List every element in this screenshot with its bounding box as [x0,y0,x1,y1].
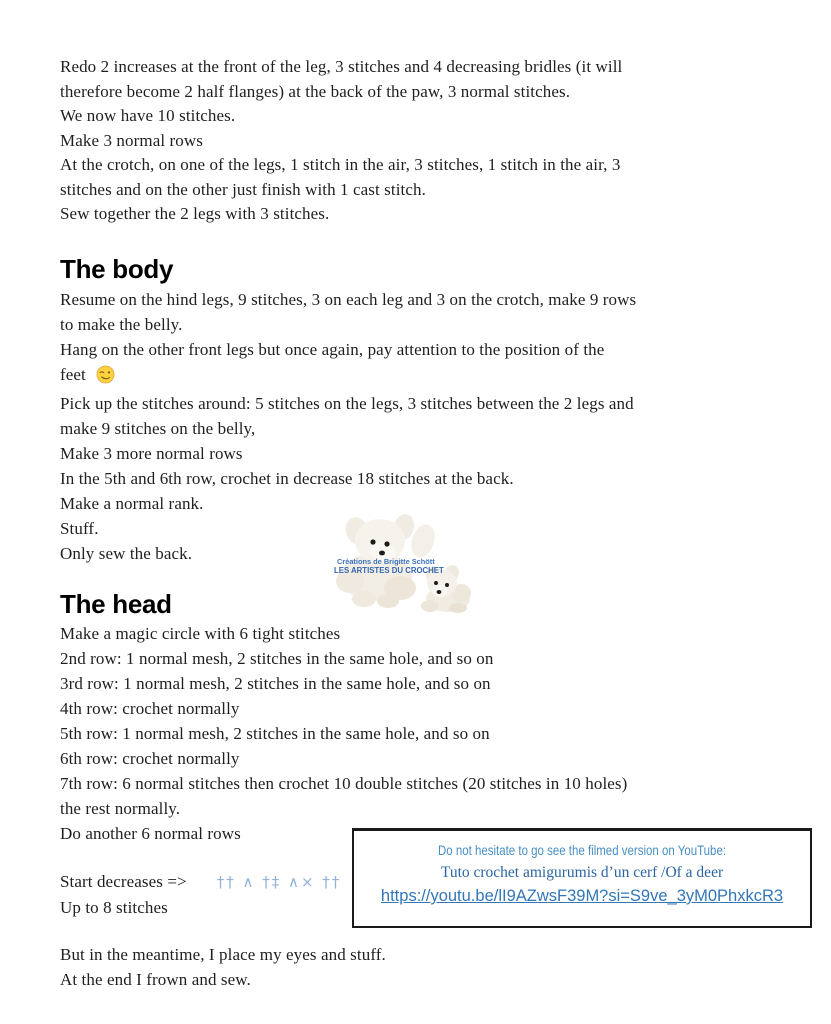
text-line: the rest normally. [60,799,181,818]
decreases-block [60,869,341,920]
text-line-with-emoji [60,362,636,391]
text-line: Stuff. [60,519,99,538]
crochet-chart-symbols: †† ∧ †‡ ∧× †† [216,873,342,891]
text-line: Make a normal rank. [60,494,204,513]
decreases-result: Up to 8 stitches [60,898,168,917]
winking-face-emoji-icon [96,365,115,391]
youtube-link[interactable]: https://youtu.be/lI9AZwsF39M?si=S9ve_3yM0PhxkcR3 [380,887,784,905]
text-line: 6th row: crochet normally [60,749,240,768]
text-line: feet [60,365,86,384]
photo-watermark-line1: Créations de Brigitte Schött [337,557,435,566]
text-line: In the 5th and 6th row, crochet in decrease 18 stitches at the back. [60,469,514,488]
text-line: therefore become 2 half flanges) at the back of the paw, 3 normal stitches. [60,81,571,101]
decreases-line [60,869,341,895]
text-line: At the crotch, on one of the legs, 1 stitch in the air, 3 stitches, 1 stitch in the air, 3 [60,155,621,174]
text-line: Resume on the hind legs, 9 stitches, 3 on each leg and 3 on the crotch, make 9 rows [60,290,637,309]
text-line: 2nd row: 1 normal mesh, 2 stitches in the same hole, and so on [60,649,494,668]
text-line: 4th row: crochet normally [60,699,240,718]
text-line: Sew together the 2 legs with 3 stitches. [60,204,330,223]
text-line: stitches and on the other just finish with 1 cast stitch. [60,179,426,199]
text-line: 7th row: 6 normal stitches then crochet 10 double stitches (20 stitches in 10 holes) [60,774,628,793]
text-line: We now have 10 stitches. [60,106,236,125]
crochet-animals-photo [330,503,478,616]
photo-watermark-line2: LES ARTISTES DU CROCHET [334,566,444,575]
section-title-head: The head [60,589,172,619]
decreases-label: Start decreases => [60,872,187,891]
text-line: Make 3 normal rows [60,130,203,150]
text-line: make 9 stitches on the belly, [60,419,256,438]
text-line: Do another 6 normal rows [60,824,241,843]
section-title-body: The body [60,254,174,284]
text-line: Redo 2 increases at the front of the leg, 3 stitches and 4 decreasing bridles (it will [60,57,623,76]
text-line: Make a magic circle with 6 tight stitches [60,624,341,643]
intro-paragraph [60,55,622,227]
youtube-note-box [352,828,812,928]
text-line: At the end I frown and sew. [60,970,251,989]
text-line: to make the belly. [60,315,183,334]
text-line: 5th row: 1 normal mesh, 2 stitches in the same hole, and so on [60,724,490,743]
text-line: 3rd row: 1 normal mesh, 2 stitches in the same hole, and so on [60,674,491,693]
text-line: Only sew the back. [60,544,193,563]
text-line: Pick up the stitches around: 5 stitches on the legs, 3 stitches between the 2 legs and [60,394,634,413]
closing-paragraph [60,942,386,992]
text-line: But in the meantime, I place my eyes and stuff. [60,945,386,964]
note-line1: Do not hesitate to go see the filmed version on YouTube: [437,842,727,858]
head-paragraph [60,621,627,846]
text-line: Hang on the other front legs but once again, pay attention to the position of the [60,340,605,359]
note-line2: Tuto crochet amigurumis d’un cerf /Of a deer [440,864,724,881]
text-line: Make 3 more normal rows [60,444,243,463]
